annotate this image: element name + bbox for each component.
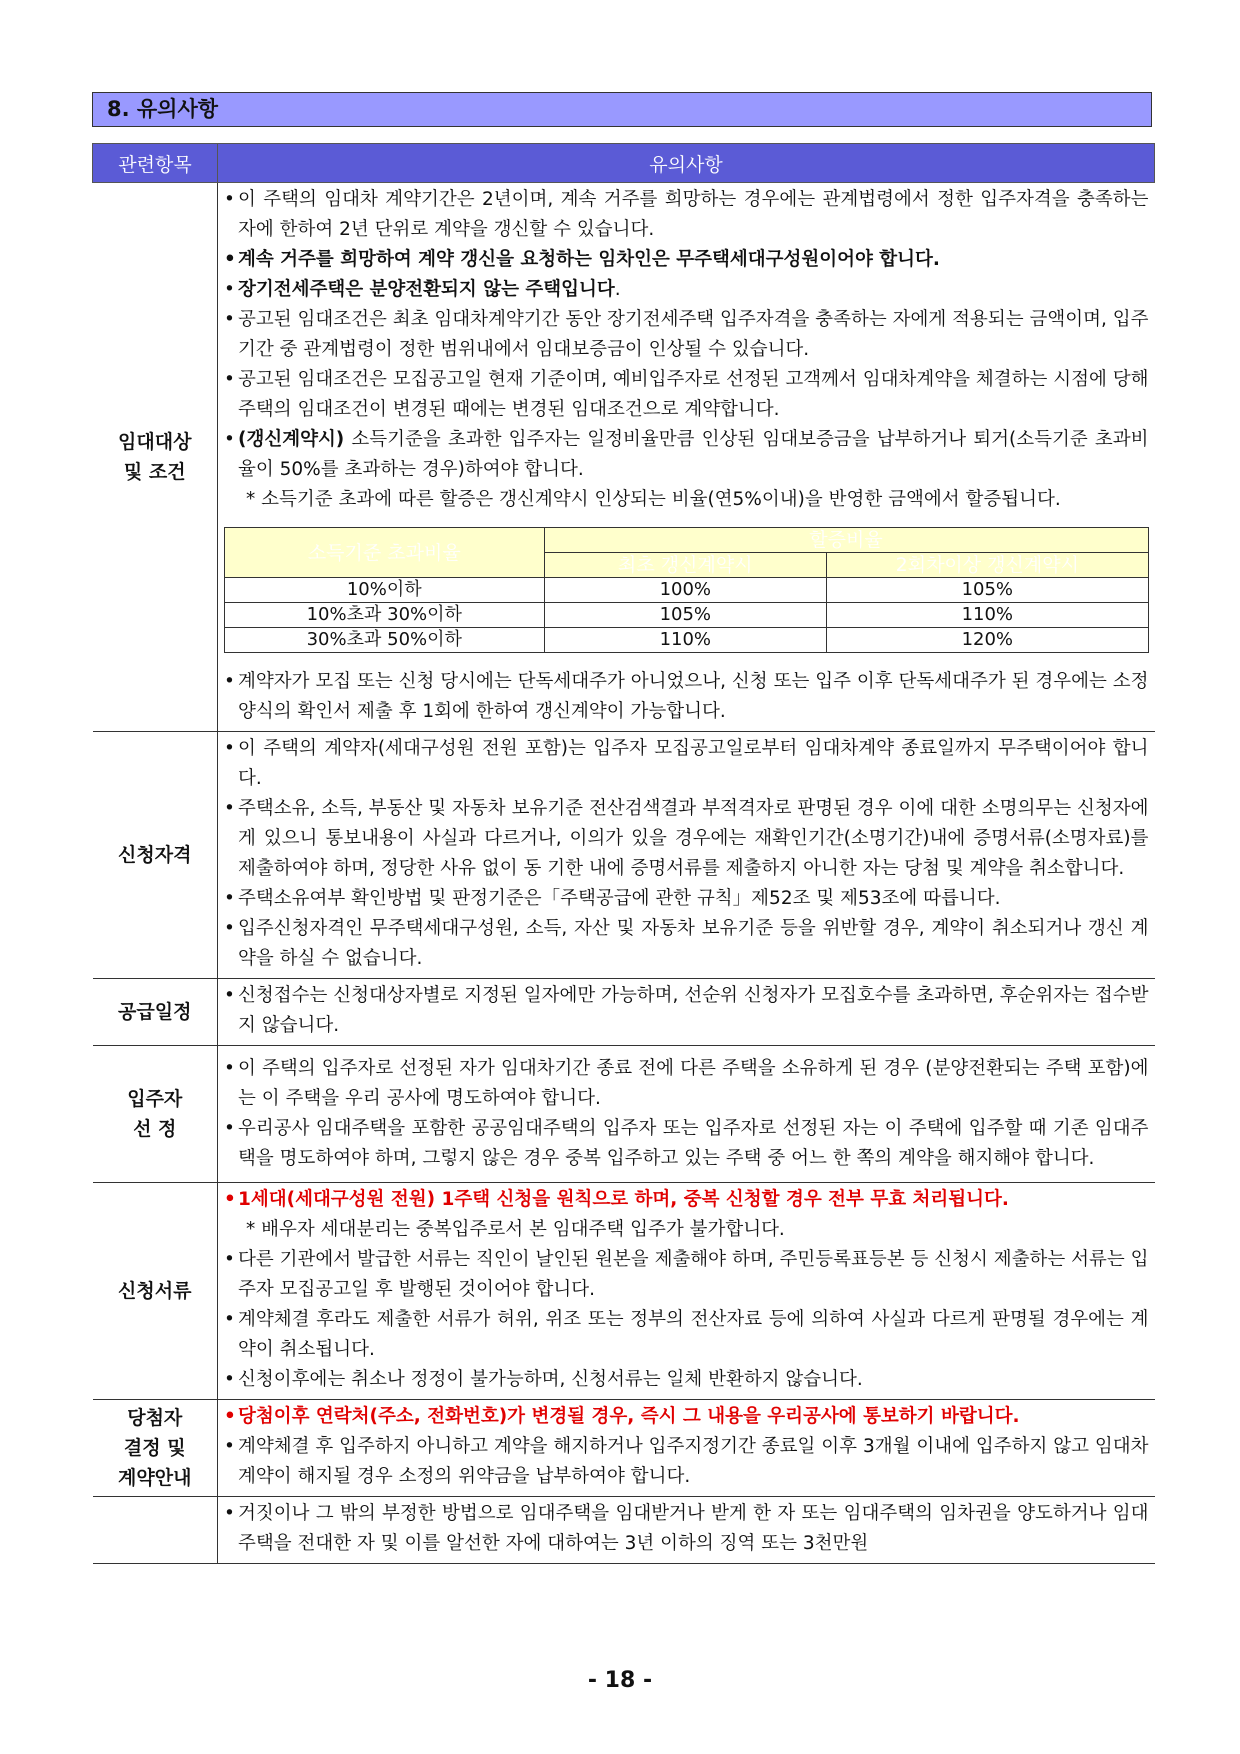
category-label: 선 정	[133, 1118, 177, 1140]
notice-table	[92, 143, 1155, 1564]
row-tenant-selection	[93, 1046, 1155, 1183]
content-cell	[218, 1046, 1155, 1183]
category-label: 계약안내	[118, 1467, 192, 1489]
content-cell	[218, 183, 1155, 732]
bullet-item: • 신청접수는 신청대상자별로 지정된 일자에만 가능하며, 선순위 신청자가 모집호수를 초과하면, 후순위자는 접수받지 않습니다.	[224, 981, 1149, 1041]
bullet-item: • 계약체결 후 입주하지 아니하고 계약을 해지하거나 입주지정기간 종료일 이후 3개월 이내에 입주하지 않고 임대차계약이 해지될 경우 소정의 위약금을 납부하여야 합니다.	[224, 1432, 1149, 1492]
note-text: * 소득기준 초과에 따른 할증은 갱신계약시 인상되는 비율(연5%이내)을 반영한 금액에서 할증됩니다.	[246, 489, 1061, 510]
row-penalty	[93, 1497, 1155, 1564]
bullet-icon: •	[224, 985, 235, 1006]
bullet-icon: •	[224, 369, 235, 390]
bullet-item: • 공고된 임대조건은 모집공고일 현재 기준이며, 예비입주자로 선정된 고객께서 임대차계약을 체결하는 시점에 당해 주택의 임대조건이 변경된 때에는 변경된 임대조건으로 계약합니다.	[224, 365, 1149, 425]
bullet-icon: •	[224, 888, 235, 909]
table-cell: 110%	[544, 628, 827, 653]
table-cell: 10%이하	[225, 578, 545, 603]
table-cell: 10%초과 30%이하	[225, 603, 545, 628]
bullet-item: • 거짓이나 그 밖의 부정한 방법으로 임대주택을 임대받거나 받게 한 자 또는 임대주택의 임차권을 양도하거나 임대주택을 전대한 자 및 이를 알선한 자에 대하여는 3년 이하의 징역 또는 3천만원	[224, 1499, 1149, 1559]
bullet-icon: •	[224, 279, 235, 300]
table-header	[93, 144, 1155, 183]
bullet-item: • 이 주택의 입주자로 선정된 자가 임대차기간 종료 전에 다른 주택을 소유하게 된 경우 (분양전환되는 주택 포함)에는 이 주택을 우리 공사에 명도하여야 합니다.	[224, 1054, 1149, 1114]
section-title: 8. 유의사항	[92, 92, 1152, 127]
bullet-icon: •	[224, 309, 235, 330]
bullet-item: • 장기전세주택은 분양전환되지 않는 주택입니다.	[224, 275, 1149, 305]
category-label: 신청자격	[118, 844, 192, 866]
table-cell: 100%	[544, 578, 827, 603]
bullet-icon: •	[224, 1503, 235, 1524]
surcharge-header-second: 2회차이상 갱신계약시	[827, 553, 1148, 578]
page-number: - 18 -	[587, 1668, 653, 1693]
category-label: 결정 및	[123, 1437, 186, 1459]
bullet-item: • 우리공사 임대주택을 포함한 공공임대주택의 입주자 또는 입주자로 선정된 자는 이 주택에 입주할 때 기존 임대주택을 명도하여야 하며, 그렇지 않은 경우 중복 입주하고 있는 주택 중 어느 한 쪽의 계약을 해지해야 합니다.	[224, 1114, 1149, 1174]
category-cell	[93, 1046, 218, 1183]
surcharge-table	[224, 527, 1149, 653]
bullet-icon: •	[224, 249, 236, 270]
bullet-icon: •	[224, 1118, 235, 1139]
category-cell	[93, 183, 218, 732]
bullet-icon: •	[224, 429, 235, 450]
category-cell	[93, 1400, 218, 1497]
category-label: 신청서류	[118, 1280, 192, 1302]
table-row	[225, 578, 1149, 603]
bullet-item: • 계속 거주를 희망하여 계약 갱신을 요청하는 임차인은 무주택세대구성원이어야 합니다.	[224, 245, 1149, 275]
bullet-icon: •	[224, 189, 235, 210]
category-label: 임대대상	[118, 431, 192, 453]
bullet-icon: •	[224, 1058, 235, 1079]
header-category: 관련항목	[93, 144, 218, 183]
bullet-item: • 당첨이후 연락처(주소, 전화번호)가 변경될 경우, 즉시 그 내용을 우리공사에 통보하기 바랍니다.	[224, 1402, 1149, 1432]
bullet-item: • 계약체결 후라도 제출한 서류가 허위, 위조 또는 정부의 전산자료 등에 의하여 사실과 다르게 판명될 경우에는 계약이 취소됩니다.	[224, 1305, 1149, 1365]
bullet-item: • 공고된 임대조건은 최초 임대차계약기간 동안 장기전세주택 입주자격을 충족하는 자에게 적용되는 금액이며, 입주기간 중 관계법령이 정한 범위내에서 임대보증금이 인상될 수 있습니다.	[224, 305, 1149, 365]
bullet-item: • 계약자가 모집 또는 신청 당시에는 단독세대주가 아니었으나, 신청 또는 입주 이후 단독세대주가 된 경우에는 소정 양식의 확인서 제출 후 1회에 한하여 갱신계약이 가능합니다.	[224, 667, 1149, 727]
row-documents	[93, 1183, 1155, 1400]
bullet-item: • 다른 기관에서 발급한 서류는 직인이 날인된 원본을 제출해야 하며, 주민등록표등본 등 신청시 제출하는 서류는 입주자 모집공고일 후 발행된 것이어야 합니다.	[224, 1245, 1149, 1305]
table-cell: 30%초과 50%이하	[225, 628, 545, 653]
bullet-icon: •	[224, 1309, 235, 1330]
bullet-icon: •	[224, 738, 235, 759]
bullet-item: • 이 주택의 계약자(세대구성원 전원 포함)는 입주자 모집공고일로부터 임대차계약 종료일까지 무주택이어야 합니다.	[224, 734, 1149, 794]
bullet-icon: •	[224, 1249, 235, 1270]
category-cell	[93, 1183, 218, 1400]
row-winner-contract	[93, 1400, 1155, 1497]
bullet-icon: •	[224, 1436, 235, 1457]
bullet-icon: •	[224, 671, 235, 692]
row-eligibility	[93, 732, 1155, 979]
bullet-icon: •	[224, 1369, 235, 1390]
bullet-item: • 주택소유여부 확인방법 및 판정기준은「주택공급에 관한 규칙」제52조 및 제53조에 따릅니다.	[224, 884, 1149, 914]
table-cell: 105%	[827, 578, 1148, 603]
category-cell	[93, 979, 218, 1046]
bullet-item: • 신청이후에는 취소나 정정이 불가능하며, 신청서류는 일체 반환하지 않습니다.	[224, 1365, 1149, 1395]
table-cell: 105%	[544, 603, 827, 628]
surcharge-header-ratio: 소득기준 초과비율	[225, 528, 545, 578]
bullet-item: • 이 주택의 임대차 계약기간은 2년이며, 계속 거주를 희망하는 경우에는 관계법령에서 정한 입주자격을 충족하는 자에 한하여 2년 단위로 계약을 갱신할 수 있습니다.	[224, 185, 1149, 245]
table-cell: 110%	[827, 603, 1148, 628]
category-label: 및 조건	[123, 461, 186, 483]
content-cell	[218, 732, 1155, 979]
content-cell	[218, 1497, 1155, 1564]
header-notice: 유의사항	[218, 144, 1155, 183]
category-label: 입주자	[127, 1088, 183, 1110]
category-cell	[93, 732, 218, 979]
bullet-item: • (갱신계약시) 소득기준을 초과한 입주자는 일정비율만큼 인상된 임대보증금을 납부하거나 퇴거(소득기준 초과비율이 50%를 초과하는 경우)하여야 합니다.	[224, 425, 1149, 485]
category-cell	[93, 1497, 218, 1564]
note-text: * 배우자 세대분리는 중복입주로서 본 임대주택 입주가 불가합니다.	[246, 1219, 785, 1240]
bullet-item: • 입주신청자격인 무주택세대구성원, 소득, 자산 및 자동차 보유기준 등을 위반할 경우, 계약이 취소되거나 갱신 계약을 하실 수 없습니다.	[224, 914, 1149, 974]
category-label: 공급일정	[118, 1001, 192, 1023]
category-label: 당첨자	[127, 1407, 183, 1429]
table-row	[225, 628, 1149, 653]
bullet-icon: •	[224, 1189, 236, 1210]
surcharge-header-first: 최초 갱신계약시	[544, 553, 827, 578]
bullet-item: • 1세대(세대구성원 전원) 1주택 신청을 원칙으로 하며, 중복 신청할 경우 전부 무효 처리됩니다.	[224, 1185, 1149, 1215]
bullet-icon: •	[224, 918, 235, 939]
table-row	[225, 603, 1149, 628]
content-cell	[218, 1183, 1155, 1400]
content-cell	[218, 979, 1155, 1046]
bullet-item: • 주택소유, 소득, 부동산 및 자동차 보유기준 전산검색결과 부적격자로 판명된 경우 이에 대한 소명의무는 신청자에게 있으니 통보내용이 사실과 다르거나, 이의가 있을 경우에는 재확인기간(소명기간)내에 증명서류(소명자료)를 제출하여야 하며, 정당한 사유 없이 동 기한 내에 증명서류를 제출하지 아니한 자는 당첨 및 계약을 취소합니다.	[224, 794, 1149, 884]
surcharge-header-rate: 할증비율	[544, 528, 1148, 553]
bullet-icon: •	[224, 1406, 236, 1427]
row-lease-conditions	[93, 183, 1155, 732]
row-schedule	[93, 979, 1155, 1046]
content-cell	[218, 1400, 1155, 1497]
bullet-icon: •	[224, 798, 235, 819]
table-cell: 120%	[827, 628, 1148, 653]
